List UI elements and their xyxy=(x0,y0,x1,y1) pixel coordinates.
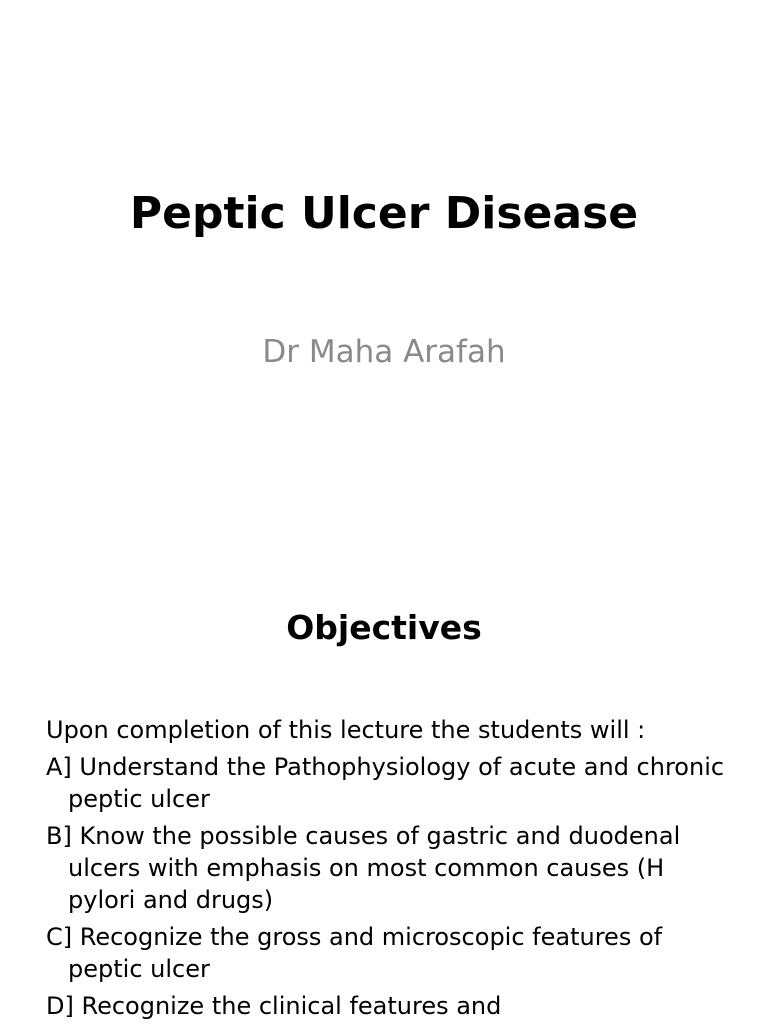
slide-title: Peptic Ulcer Disease xyxy=(129,188,639,239)
objectives-slide xyxy=(0,576,768,1024)
objective-item-c: C] Recognize the gross and microscopic features of peptic ulcer xyxy=(46,923,663,983)
objective-item-a: A] Understand the Pathophysiology of acute and chronic peptic ulcer xyxy=(46,753,725,813)
objectives-list xyxy=(46,714,726,1024)
objective-item-b: B] Know the possible causes of gastric and duodenal ulcers with emphasis on most common causes (H pylori and drugs) xyxy=(46,822,681,914)
objectives-intro: Upon completion of this lecture the students will : xyxy=(46,716,646,744)
slide-subtitle-author: Dr Maha Arafah xyxy=(262,334,506,370)
objectives-heading: Objectives xyxy=(286,608,482,647)
objective-item-d: D] Recognize the clinical features and xyxy=(46,992,502,1020)
